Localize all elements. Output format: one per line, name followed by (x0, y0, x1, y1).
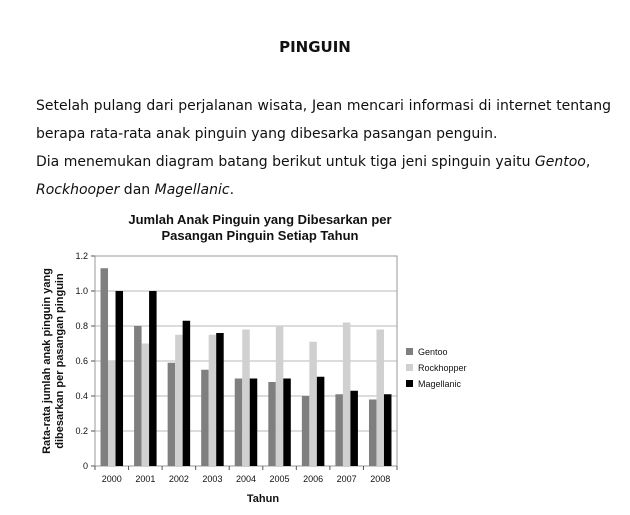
bar-gentoo-2004 (235, 379, 243, 467)
x-tick-label: 2001 (135, 474, 156, 484)
legend-swatch-magellanic (406, 380, 413, 387)
bar-rockhopper-2001 (142, 344, 150, 467)
x-tick-label: 2000 (101, 474, 122, 484)
y-axis-title (41, 268, 66, 454)
y-tick-label: 0.2 (75, 426, 88, 436)
x-tick-label: 2006 (303, 474, 324, 484)
bar-gentoo-2007 (335, 394, 343, 466)
y-tick-label: 0.4 (75, 391, 88, 401)
bar-gentoo-2008 (369, 400, 377, 467)
description-period: . (229, 182, 235, 198)
legend-label-magellanic: Magellanic (418, 379, 462, 389)
x-tick-label: 2003 (202, 474, 223, 484)
chart-title-line1: Jumlah Anak Pinguin yang Dibesarkan per (128, 212, 392, 227)
y-tick-label: 0.6 (75, 356, 88, 366)
bar-magellanic-2004 (250, 379, 258, 467)
chart-legend (406, 347, 467, 389)
chart-bars (101, 268, 392, 466)
species-rockhooper: Rockhooper (36, 182, 120, 198)
x-tick-label: 2008 (370, 474, 391, 484)
description-comma: , (585, 154, 591, 170)
y-axis-title-line2: dibesarkan per pasangan pinguin (54, 273, 66, 449)
legend-swatch-gentoo (406, 348, 413, 355)
y-tick-label: 1.2 (75, 251, 88, 261)
bar-rockhopper-2004 (242, 330, 250, 467)
bar-magellanic-2005 (283, 379, 291, 467)
bar-gentoo-2001 (134, 326, 142, 466)
bar-magellanic-2001 (149, 291, 157, 466)
page-title: PINGUIN (279, 38, 351, 56)
bar-gentoo-2006 (302, 396, 310, 466)
bar-magellanic-2000 (116, 291, 124, 466)
y-axis-title-line1: Rata-rata jumlah anak pinguin yang (41, 268, 53, 454)
bar-magellanic-2002 (183, 321, 191, 466)
species-magellanic: Magellanic (154, 182, 230, 198)
description-text: Dia menemukan diagram batang berikut untuk tiga jeni spinguin yaitu (36, 154, 535, 170)
x-axis-title: Tahun (246, 493, 280, 505)
x-tick-label: 2004 (235, 474, 257, 484)
bar-magellanic-2003 (216, 333, 224, 466)
bar-rockhopper-2000 (108, 361, 116, 466)
legend-swatch-rockhopper (406, 364, 413, 371)
x-tick-label: 2005 (269, 474, 290, 484)
bar-rockhopper-2007 (343, 323, 351, 467)
y-tick-label: 1.0 (75, 286, 88, 296)
x-tick-label: 2002 (168, 474, 189, 484)
legend-label-gentoo: Gentoo (418, 347, 448, 357)
bar-gentoo-2003 (201, 370, 209, 466)
bar-rockhopper-2005 (276, 326, 284, 466)
description-and: dan (119, 182, 155, 198)
bar-rockhopper-2006 (309, 342, 317, 466)
species-gentoo: Gentoo (534, 154, 586, 170)
bar-magellanic-2006 (317, 377, 325, 466)
legend-label-rockhopper: Rockhopper (418, 363, 467, 373)
bar-magellanic-2007 (350, 391, 358, 466)
bar-rockhopper-2008 (376, 330, 384, 467)
y-tick-label: 0 (82, 461, 88, 471)
bar-rockhopper-2002 (175, 335, 183, 466)
intro-paragraph: Setelah pulang dari perjalanan wisata, Jean mencari informasi di internet tentang berapa rata-rata anak pinguin yang dibesarka pasangan penguin. (36, 98, 611, 142)
bar-gentoo-2000 (101, 268, 109, 466)
x-tick-label: 2007 (336, 474, 357, 484)
bar-gentoo-2005 (268, 382, 276, 466)
bar-rockhopper-2003 (209, 335, 217, 466)
bar-magellanic-2008 (384, 394, 392, 466)
bar-gentoo-2002 (168, 363, 176, 466)
y-tick-label: 0.8 (75, 321, 88, 331)
chart-title-line2: Pasangan Pinguin Setiap Tahun (161, 228, 359, 243)
